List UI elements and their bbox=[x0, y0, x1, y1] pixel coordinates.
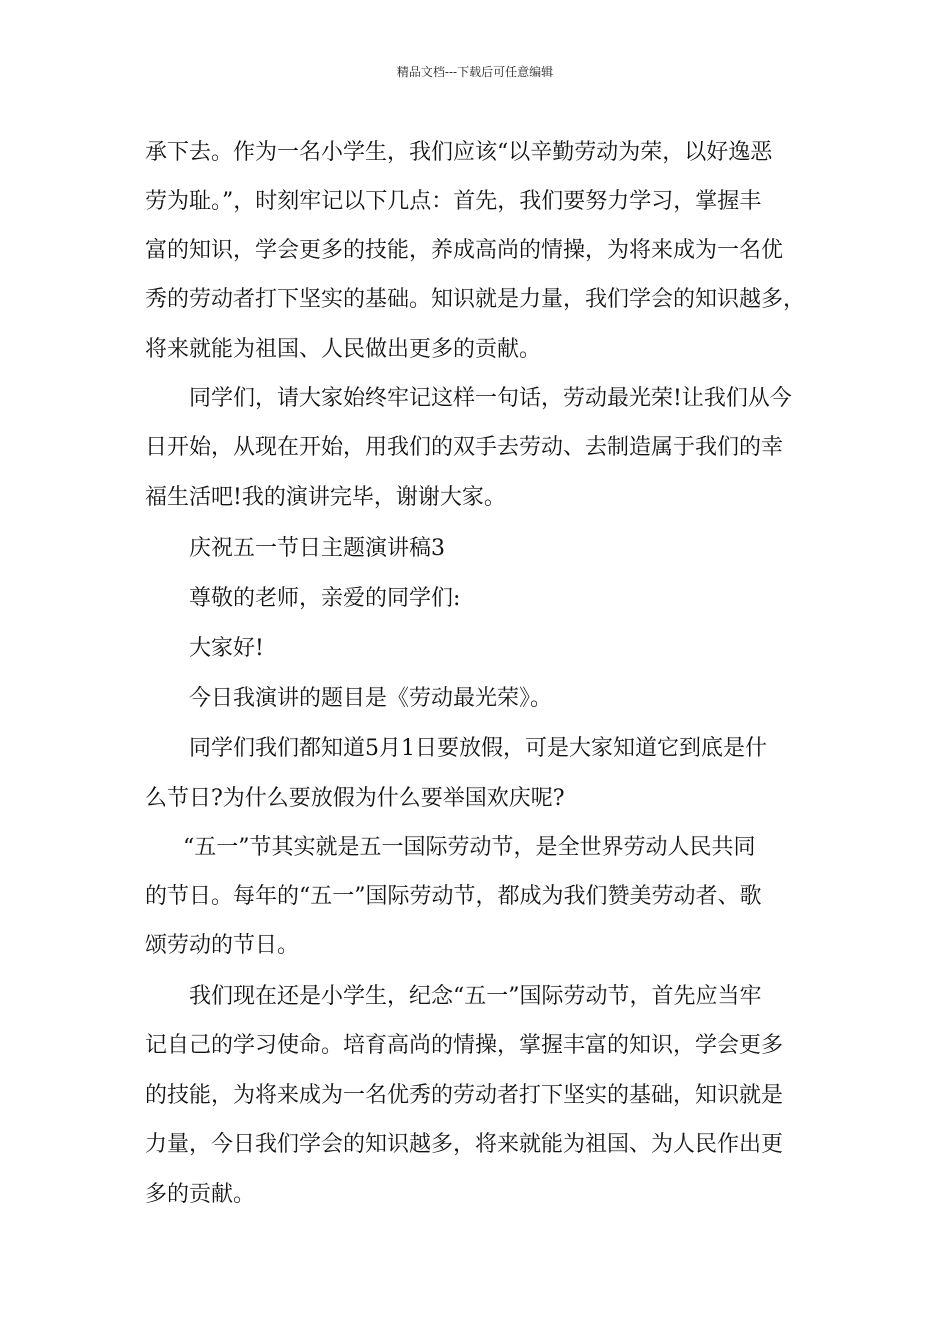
text-line: 多的贡献。 bbox=[145, 1182, 256, 1207]
text-line: 颂劳动的节日。 bbox=[145, 933, 300, 958]
salutation: 尊敬的老师，亲爱的同学们: bbox=[189, 586, 461, 611]
text-line: 我们现在还是小学生，纪念“五一”国际劳动节，首先应当牢 bbox=[189, 984, 762, 1009]
text-line: 记自己的学习使命。培育高尚的情操，掌握丰富的知识，学会更多 bbox=[145, 1033, 784, 1058]
text-line: 福生活吧!我的演讲完毕，谢谢大家。 bbox=[145, 485, 506, 510]
text-line: 秀的劳动者打下坚实的基础。知识就是力量，我们学会的知识越多， bbox=[145, 287, 806, 312]
text-line: 承下去。作为一名小学生，我们应该“以辛勤劳动为荣，以好逸恶 bbox=[145, 140, 773, 165]
text-line: 日开始，从现在开始，用我们的双手去劳动、去制造属于我们的幸 bbox=[145, 435, 784, 460]
text-line: 同学们，请大家始终牢记这样一句话，劳动最光荣!让我们从今 bbox=[189, 386, 792, 411]
text-line: 今日我演讲的题目是《劳动最光荣》。 bbox=[189, 686, 553, 711]
text-line: 么节日?为什么要放假为什么要举国欢庆呢? bbox=[145, 786, 565, 811]
section-title: 庆祝五一节日主题演讲稿3 bbox=[189, 536, 445, 561]
text-line: “五一”节其实就是五一国际劳动节，是全世界劳动人民共同 bbox=[183, 835, 756, 860]
text-line: 的节日。每年的“五一”国际劳动节，都成为我们赞美劳动者、歌 bbox=[145, 884, 762, 909]
text-line: 力量，今日我们学会的知识越多，将来就能为祖国、为人民作出更 bbox=[145, 1132, 784, 1157]
text-line: 富的知识，学会更多的技能，养成高尚的情操，为将来成为一名优 bbox=[145, 238, 784, 263]
text-line: 将来就能为祖国、人民做出更多的贡献。 bbox=[145, 337, 542, 362]
text-line: 的技能，为将来成为一名优秀的劳动者打下坚实的基础，知识就是 bbox=[145, 1083, 784, 1108]
text-line: 同学们我们都知道5月1日要放假，可是大家知道它到底是什 bbox=[189, 736, 767, 761]
text-line: 劳为耻。”，时刻牢记以下几点：首先，我们要努力学习，掌握丰 bbox=[145, 189, 762, 214]
greeting: 大家好! bbox=[189, 636, 264, 661]
page-header: 精品文档---下载后可任意编辑 bbox=[396, 65, 554, 79]
